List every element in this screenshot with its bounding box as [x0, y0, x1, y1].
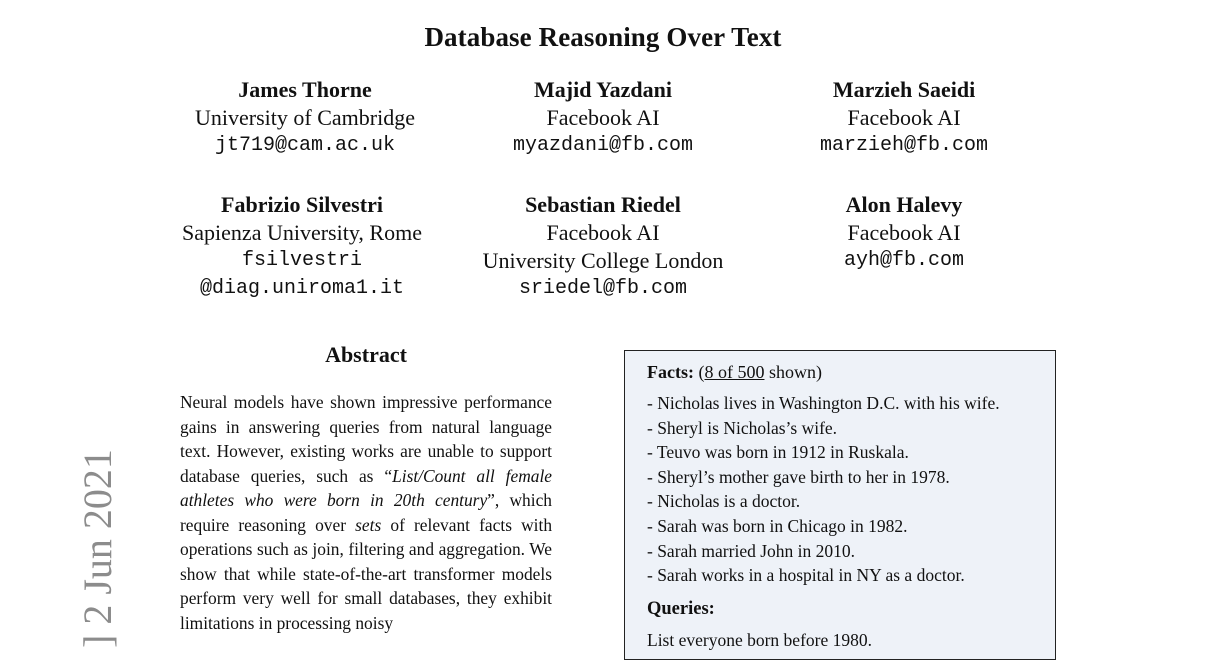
query-item: List everyone born before 1980.	[647, 629, 872, 650]
facts-header	[647, 359, 1055, 385]
abstract-text-part: Neural models have shown impressive performance gains in answering queries from natural language text. However, existing works are unable to support database queries, such as “	[180, 392, 552, 486]
author-affiliation: Facebook AI	[847, 105, 961, 130]
abstract-emphasis: List/Count all female athletes who were born in 20th century	[180, 465, 552, 510]
abstract-text-part: ”, which require reasoning over	[180, 490, 552, 535]
author-block-2	[453, 76, 753, 160]
fact-item: - Nicholas is a doctor.	[647, 491, 801, 512]
author-affiliation: Facebook AI	[546, 220, 660, 245]
author-email: ayh@fb.com	[843, 249, 965, 272]
author-block-1	[155, 76, 455, 160]
author-name: Alon Halevy	[845, 192, 963, 217]
author-name: Fabrizio Silvestri	[221, 192, 383, 217]
fact-item: - Sarah works in a hospital in NY as a doctor.	[647, 565, 965, 586]
author-block-4	[152, 191, 452, 303]
author-email-continued: @diag.uniroma1.it	[199, 277, 405, 300]
facts-label: Facts:	[647, 362, 694, 382]
abstract-emphasis: sets	[355, 514, 382, 535]
author-email: fsilvestri	[241, 249, 363, 272]
author-name: Majid Yazdani	[534, 77, 672, 102]
author-name: Marzieh Saeidi	[832, 77, 976, 102]
author-name: James Thorne	[238, 77, 372, 102]
facts-shown: shown)	[764, 362, 822, 382]
author-email: sriedel@fb.com	[518, 277, 688, 300]
arxiv-stamp-text: ] 2 Jun 2021	[75, 449, 120, 648]
abstract-heading: Abstract	[325, 342, 407, 367]
facts-open-paren: (	[693, 362, 705, 382]
fact-item: - Nicholas lives in Washington D.C. with his wife.	[647, 393, 1000, 413]
author-block-6	[754, 191, 1054, 275]
author-name: Sebastian Riedel	[525, 192, 681, 217]
fact-item: - Sarah was born in Chicago in 1982.	[647, 515, 908, 536]
facts-figure-box	[624, 350, 1056, 660]
fact-item: - Sheryl is Nicholas’s wife.	[647, 417, 838, 438]
arxiv-stamp	[26, 434, 120, 648]
author-affiliation: University of Cambridge	[195, 105, 415, 130]
paper-title: Database Reasoning Over Text	[424, 22, 782, 52]
author-email: marzieh@fb.com	[819, 134, 989, 157]
fact-item: - Sarah married John in 2010.	[647, 540, 856, 561]
abstract-text	[180, 390, 552, 635]
facts-count: 8 of 500	[704, 362, 765, 382]
abstract-text-part: of relevant facts with operations such as join, filtering and aggregation. We show that while state-of-the-art transformer models perform very well for small databases, they exhibit limitations in processing noisy	[180, 514, 553, 633]
author-block-5	[453, 191, 753, 303]
author-email: jt719@cam.ac.uk	[214, 134, 396, 157]
queries-label: Queries:	[647, 598, 715, 619]
author-affiliation: Sapienza University, Rome	[182, 220, 422, 245]
author-affiliation-2: University College London	[482, 248, 724, 273]
author-affiliation: Facebook AI	[847, 220, 961, 245]
author-affiliation: Facebook AI	[546, 105, 660, 130]
author-block-3	[754, 76, 1054, 160]
author-email: myazdani@fb.com	[512, 134, 694, 157]
fact-item: - Sheryl’s mother gave birth to her in 1978.	[647, 466, 950, 487]
fact-item: - Teuvo was born in 1912 in Ruskala.	[647, 442, 909, 463]
